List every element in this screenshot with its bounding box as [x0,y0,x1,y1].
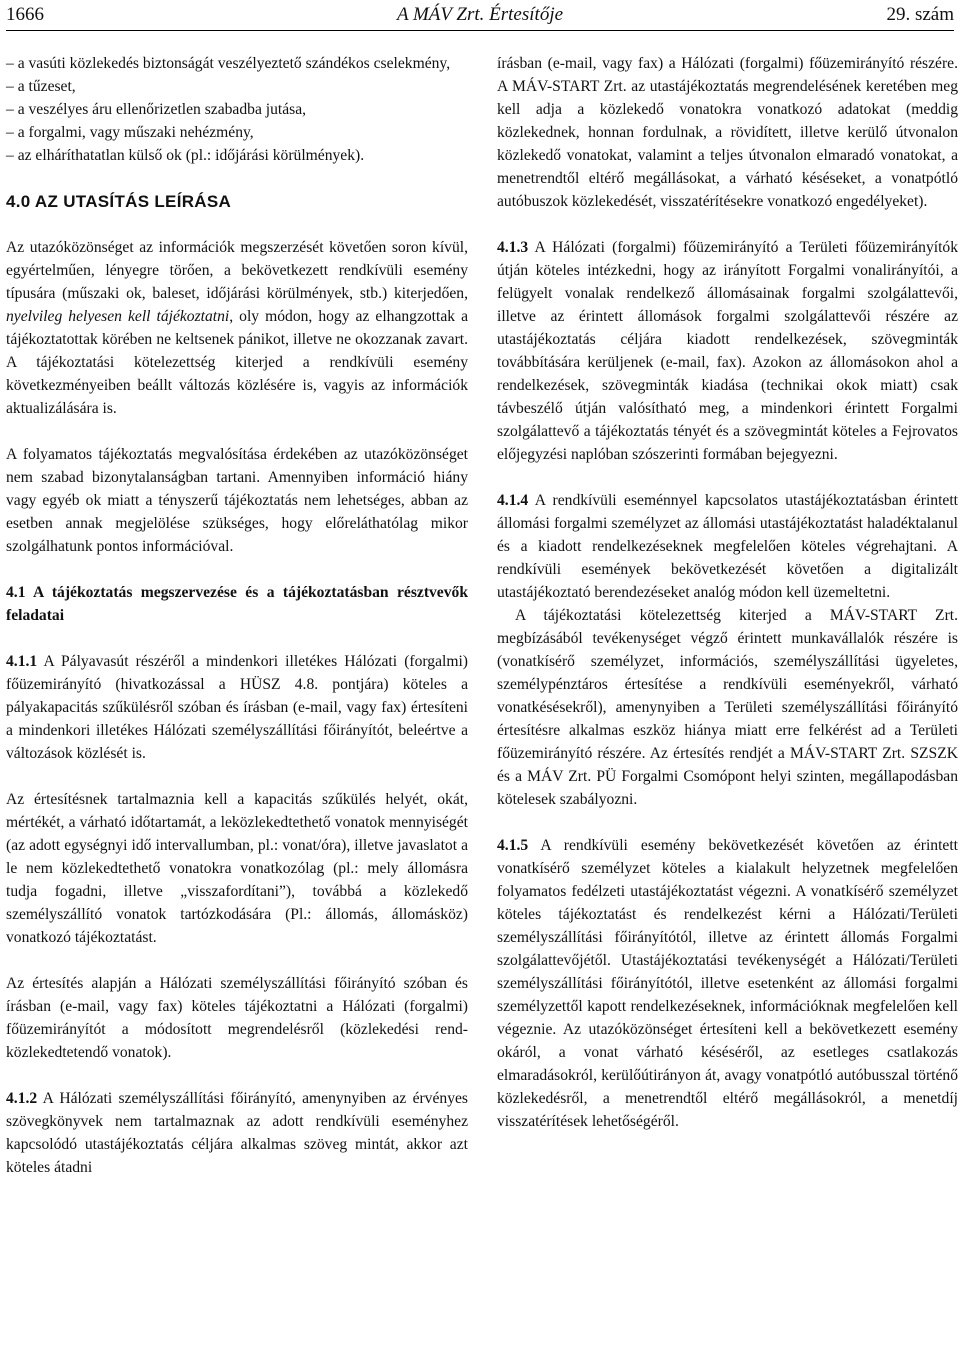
paragraph-information [6,236,468,420]
clause-number: 4.1.5 [497,837,529,854]
clause-number: 4.1.1 [6,653,38,670]
list-item: – az elháríthatatlan külső ok (pl.: időjárási körülmények). [6,147,365,164]
list-item: – a tűzeset, [6,78,76,95]
journal-title: A MÁV Zrt. Értesítője [396,4,564,25]
clause-text: A Hálózati személyszállítási főirányító, amenynyiben az érvényes szövegkönyvek nem tartalmaznak az adott rendkívüli eseményhez kapcsolódó utastájékoztatás céljára alkalmas szöveg mintát, akkor azt köteles átadni [6,1090,468,1176]
section-heading: 4.0 AZ UTASÍTÁS LEÍRÁSA [6,192,232,211]
subsection-heading: 4.1 A tájékoztatás megszervezése és a tájékoztatásban résztvevők feladatai [6,584,468,624]
clause-text: A Pályavasút részéről a mindenkori illetékes Hálózati (forgalmi) főüzemirányító (hivatkozással a HÜSZ 4.8. pontjára) köteles a pályakapacitás szűkülésről szóban és írásban (e-mail, vagy fax) értesíteni a mindenkori illetékes Hálózati személyszállítási főirányítót, beleértve a változások közlését is. [6,653,468,762]
paragraph-4-1-1 [6,650,468,765]
paragraph-notice-content: Az értesítésnek tartalmaznia kell a kapacitás szűkülés helyét, okát, mértékét, a várható időtartamát, a leközlekedtethető vonatok mennyiségét (az adott egységnyi idő intervallumban, pl.: vonat/óra), illetve javaslatot a le nem közlekedtethető vonatokra vonatkozólag (pl.: mely állomásra tudja fogadni, illetve „visszafordítani”), továbbá a közlekedő személyszállító vonatok tartózkodására (Pl.: állomás, állomásköz) vonatkozó tájékoztatást. [6,791,468,946]
clause-number: 4.1.4 [497,492,529,509]
text-run: , oly módon, hogy az elhangzottak a tájékoztatottak körében ne keltsenek pánikot, illetve ne okozzanak zavart. A tájékoztatási kötelezettség kiterjed a rendkívüli esemény következményeiben beállt változás közlésére is, vagyis az információk aktualizálására is. [6,308,468,417]
paragraph-start-obligation: A tájékoztatási kötelezettség kiterjed a MÁV-START Zrt. megbízásából tevékenységet végző érintett munkavállalók részére is (vonatkísérő személyzet, információs, személyszállítási ügyeletes, személypénztáros értesítése a rendkívüli eseményekről, várható vonatkésésekről), amenynyiben a Területi személyszállítási főirányító értesítésre alkalmas eszköz hiánya miatt erre felkérést ad a Területi főüzemirányító részére. Az értesítés rendjét a MÁV-START Zrt. SZSZK és a MÁV Zrt. PÜ Forgalmi Csomópont helyi szinten, megállapodásban kötelesek szabályozni. [497,607,958,808]
list-item: – a forgalmi, vagy műszaki nehézmény, [6,124,254,141]
right-column [497,52,958,1133]
paragraph-4-1-4 [497,489,958,604]
paragraph-notice-based: Az értesítés alapján a Hálózati személyszállítási főirányító szóban és írásban (e-mail, vagy fax) köteles tájékoztatni a Hálózati (forgalmi) főüzemirányítót a módosított megrendelésről (közlekedési rend- közlekedtetendő vonatok). [6,975,468,1061]
clause-number: 4.1.2 [6,1090,38,1107]
header-rule [6,30,954,31]
paragraph-4-1-3 [497,236,958,466]
paragraph-4-1-5 [497,834,958,1133]
list-item: – a vasúti közlekedés biztonságát veszélyeztető szándékos cselekmény, [6,55,451,72]
clause-text: A Hálózati (forgalmi) főüzemirányító a Területi főüzemirányítók útján köteles intézkedni, hogy az irányított Forgalmi vonalirányítói, a felügyelt vonalak rendelkező állomásainak forgalmi szolgálattevői, illetve az érintett állomások forgalmi szolgálattevői részére az utastájékoztatás céljára kiadott rendelkezések, szövegminták továbbítására kerüljenek (e-mail, fax). Azokon az állomásokon ahol a rendelkezések, szövegminták kiadása (technikai okok miatt) csak távbeszélő útján valósítható meg, a mindenkori érintett Forgalmi szolgálattevő a tájékoztatás tényét és a szövegmintát köteles a Fejrovatos előjegyzési naplóban szószerinti formában bejegyezni. [497,239,958,463]
clause-number: 4.1.3 [497,239,529,256]
emphasis-text: nyelvileg helyesen kell tájékoztatni [6,308,230,325]
paragraph-4-1-2 [6,1087,468,1179]
paragraph-continuous-information: A folyamatos tájékoztatás megvalósítása érdekében az utazóközönséget nem szabad bizonytalanságban tartani. Amennyiben információ hiány vagy egyéb ok miatt a tényszerű tájékoztatás nem lehetséges, abban az esetben annak megjelölése szükséges, hogy előreláthatólag mikor szolgálhatunk pontos információval. [6,446,468,555]
list-item: – a veszélyes áru ellenőrizetlen szabadba jutása, [6,101,307,118]
paragraph-continuation: írásban (e-mail, vagy fax) a Hálózati (forgalmi) főüzemirányító részére. A MÁV-START Zrt. az utastájékoztatás megrendelésének keretében meg kell adja a közlekedő vonatokra vonatkozó adatokat (meddig közlekednek, honnan fordulnak, a rövidített, illetve kerülő útvonalon közlekedő vonatokat, valamint a teljes útvonalon elmaradó vonatokat, a menetrendtől eltérő megállásokat, a várható késéseket, a vonatpótló autóbuszok közlekedését, visszatérítésekre vonatkozó engedélyeket). [497,55,958,210]
page-number: 1666 [6,4,44,25]
text-run: Az utazóközönséget az információk megszerzését követően soron kívül, egyértelműen, lényegre törően, a bekövetkezett rendkívüli esemény típusára (műszaki ok, baleset, időjárási körülmények, stb.) kiterjedően, [6,239,468,302]
clause-text: A rendkívüli esemény bekövetkezését követően az érintett vonatkísérő személyzet köteles a kialakult helyzetnek megfelelően folyamatos fedélzeti utastájékoztatást végezni. A vonatkísérő személyzet köteles tájékoztatást és rendelkezést kérni a Hálózati/Területi személyszállítási főirányítótól, illetve az érintett állomás Forgalmi szolgálattevőjétől. Utastájékoztatási tevékenységét a Hálózati/Területi személyszállítási főirányítótól, illetve esetenként az állomási forgalmi személyzettől kapott rendelkezéseknek, információknak megfelelően kell végeznie. Az utazóközönséget értesíteni kell a bekövetkezett esemény okáról, a vonat várható késéséről, az esetleges csatlakozás elmaradásokról, kerülőútirányon át, avagy vonatpótló autóbusszal történő közlekedésről, a menetrendtől eltérő megállásokról, a menetdíj visszatérítések lehetőségéről. [497,837,958,1130]
issue-number: 29. szám [886,4,954,25]
page-header [6,2,954,32]
left-column [6,52,468,1179]
clause-text: A rendkívüli eseménnyel kapcsolatos utastájékoztatásban érintett állomási forgalmi személyzet az állomási utastájékoztatást haladéktalanul és a kiadott rendelkezéseknek megfelelően köteles végrehajtani. A rendkívüli események bekövetkezését követően a digitalizált utastájékoztató berendezéseket analóg módon kell üzemeltetni. [497,492,958,601]
